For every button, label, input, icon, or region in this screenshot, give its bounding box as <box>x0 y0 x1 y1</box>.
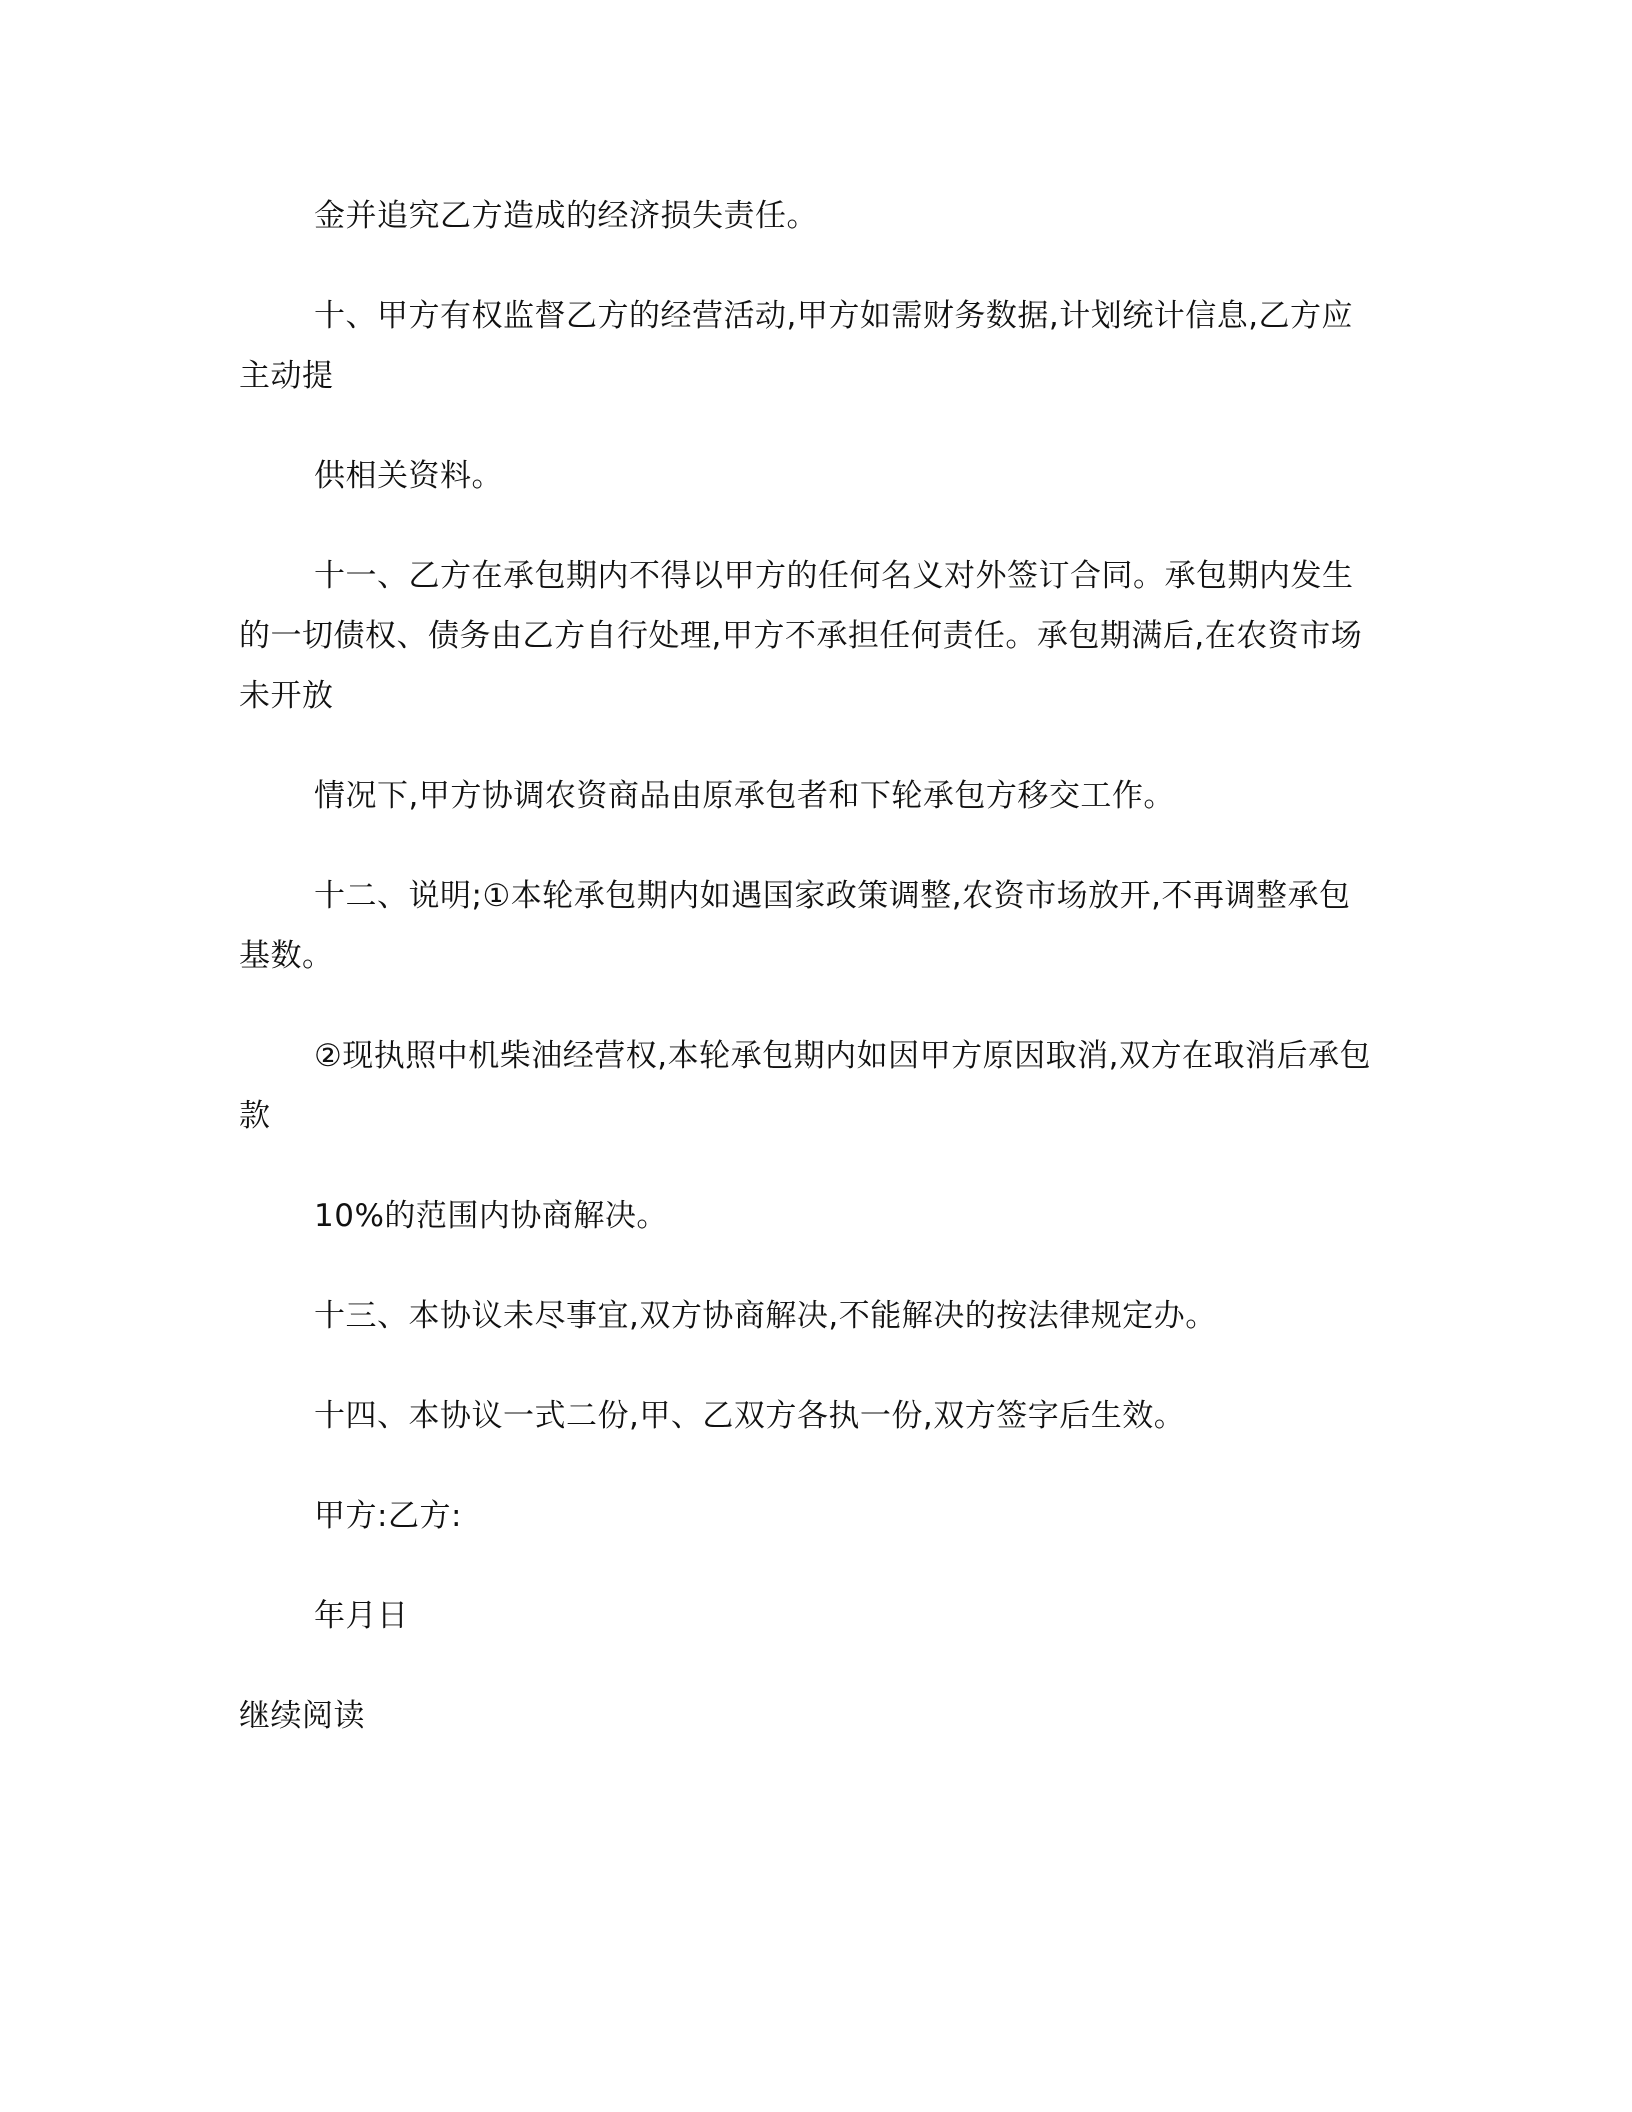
continue-reading-link[interactable]: 继续阅读 <box>239 1698 365 1734</box>
clause-11-line-4: 情况下,甲方协调农资商品由原承包者和下轮承包方移交工作。 <box>314 778 1175 814</box>
clause-12-line-3: ②现执照中机柴油经营权,本轮承包期内如因甲方原因取消,双方在取消后承包 <box>314 1038 1371 1074</box>
clause-10-line-1: 十、甲方有权监督乙方的经营活动,甲方如需财务数据,计划统计信息,乙方应 <box>314 298 1354 334</box>
clause-11-line-1: 十一、乙方在承包期内不得以甲方的任何名义对外签订合同。承包期内发生 <box>314 558 1354 594</box>
clause-12-line-1: 十二、说明;①本轮承包期内如遇国家政策调整,农资市场放开,不再调整承包 <box>314 878 1351 914</box>
clause-10-line-3: 供相关资料。 <box>314 458 503 494</box>
signature-date: 年月日 <box>314 1598 409 1634</box>
clause-11-line-2: 的一切债权、债务由乙方自行处理,甲方不承担任何责任。承包期满后,在农资市场 <box>239 618 1363 654</box>
clause-10-line-2: 主动提 <box>239 358 334 394</box>
clause-13: 十三、本协议未尽事宜,双方协商解决,不能解决的按法律规定办。 <box>314 1298 1217 1334</box>
clause-12-line-2: 基数。 <box>239 938 334 974</box>
clause-12-line-4: 款 <box>239 1098 271 1134</box>
clause-11-line-3: 未开放 <box>239 678 334 714</box>
signature-parties: 甲方:乙方: <box>314 1498 462 1534</box>
clause-14: 十四、本协议一式二份,甲、乙双方各执一份,双方签字后生效。 <box>314 1398 1186 1434</box>
text-line-1: 金并追究乙方造成的经济损失责任。 <box>314 198 818 234</box>
clause-12-line-5: 10%的范围内协商解决。 <box>314 1198 668 1234</box>
